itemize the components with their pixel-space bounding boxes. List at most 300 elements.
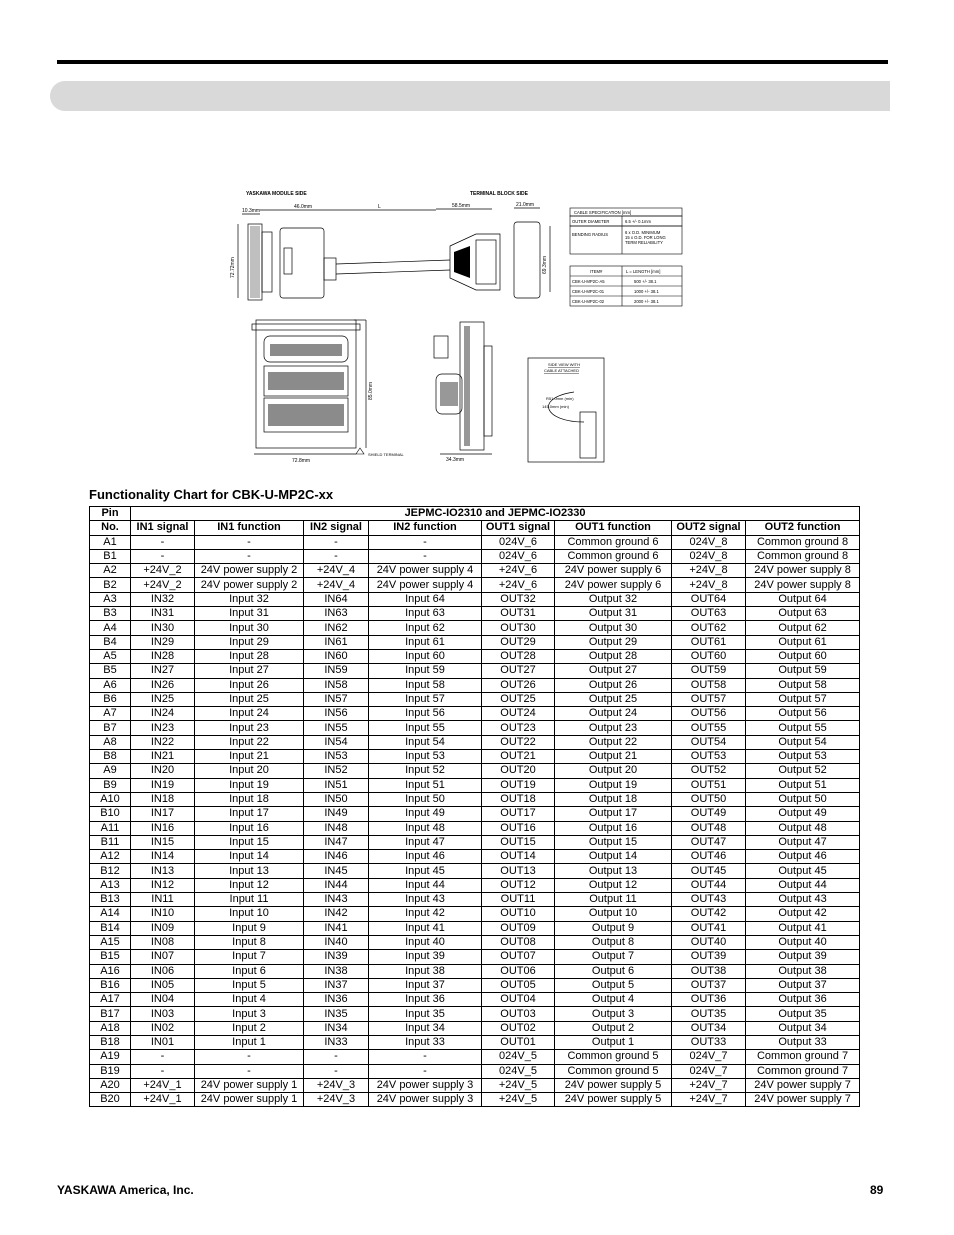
section-header-band: [50, 81, 890, 111]
signal-cell: +24V_4: [304, 578, 369, 592]
signal-cell: OUT58: [672, 678, 746, 692]
spec-table-header: CABLE SPECIFICATION [mm]: [574, 210, 632, 215]
signal-cell: Output 44: [746, 878, 860, 892]
dim-21: 21.0mm: [516, 202, 535, 208]
signal-cell: IN10: [131, 907, 195, 921]
signal-cell: Input 39: [369, 950, 482, 964]
signal-cell: OUT25: [482, 692, 555, 706]
signal-cell: OUT15: [482, 835, 555, 849]
pin-cell: A6: [90, 678, 131, 692]
functionality-table: [89, 506, 860, 1107]
signal-cell: +24V_3: [304, 1093, 369, 1107]
dim-145-label: 145.0mm (min): [542, 404, 569, 409]
signal-cell: Input 14: [195, 850, 304, 864]
signal-cell: OUT60: [672, 649, 746, 663]
signal-cell: +24V_5: [482, 1093, 555, 1107]
signal-cell: OUT61: [672, 635, 746, 649]
signal-cell: OUT07: [482, 950, 555, 964]
signal-cell: 024V_7: [672, 1050, 746, 1064]
pin-cell: B20: [90, 1093, 131, 1107]
signal-cell: Output 53: [746, 750, 860, 764]
signal-cell: -: [195, 1050, 304, 1064]
table-row: [90, 592, 860, 606]
signal-cell: IN11: [131, 893, 195, 907]
warning-triangle-icon: [356, 448, 364, 454]
signal-cell: IN56: [304, 707, 369, 721]
signal-cell: +24V_5: [482, 1078, 555, 1092]
signal-cell: Output 3: [555, 1007, 672, 1021]
table-row: [90, 921, 860, 935]
length-row-3-item: CBK-U-MP2C-02: [572, 299, 605, 304]
signal-cell: Input 61: [369, 635, 482, 649]
pin-cell: A1: [90, 535, 131, 549]
pin-cell: B19: [90, 1064, 131, 1078]
signal-cell: OUT47: [672, 835, 746, 849]
shield-terminal-label: SHIELD TERMINAL: [368, 452, 404, 457]
signal-cell: Input 46: [369, 850, 482, 864]
pin-cell: B3: [90, 607, 131, 621]
pin-cell: A2: [90, 564, 131, 578]
signal-cell: Output 11: [555, 893, 672, 907]
signal-cell: Output 24: [555, 707, 672, 721]
signal-cell: OUT41: [672, 921, 746, 935]
signal-cell: Output 42: [746, 907, 860, 921]
signal-cell: OUT18: [482, 792, 555, 806]
signal-cell: Output 40: [746, 935, 860, 949]
signal-cell: -: [304, 535, 369, 549]
signal-cell: Output 7: [555, 950, 672, 964]
table-row: [90, 1078, 860, 1092]
signal-cell: IN54: [304, 735, 369, 749]
signal-cell: OUT02: [482, 1021, 555, 1035]
table-row: [90, 835, 860, 849]
pin-no-header: No.: [90, 521, 131, 535]
table-row: [90, 878, 860, 892]
table-row: [90, 1007, 860, 1021]
signal-cell: IN32: [131, 592, 195, 606]
side-view-label: SIDE VIEW WITH: [548, 362, 580, 367]
pin-cell: B1: [90, 549, 131, 563]
signal-cell: Output 59: [746, 664, 860, 678]
signal-cell: Output 29: [555, 635, 672, 649]
signal-cell: Input 58: [369, 678, 482, 692]
signal-cell: Input 24: [195, 707, 304, 721]
spec-bending-radius-key: BENDING RADIUS: [572, 232, 609, 237]
signal-cell: -: [131, 535, 195, 549]
signal-cell: Input 17: [195, 807, 304, 821]
pin-cell: A8: [90, 735, 131, 749]
signal-cell: IN30: [131, 621, 195, 635]
signal-cell: Input 62: [369, 621, 482, 635]
signal-cell: Output 62: [746, 621, 860, 635]
signal-cell: 024V_8: [672, 549, 746, 563]
signal-cell: Input 27: [195, 664, 304, 678]
signal-cell: OUT23: [482, 721, 555, 735]
signal-cell: OUT14: [482, 850, 555, 864]
table-row: [90, 893, 860, 907]
signal-cell: Input 2: [195, 1021, 304, 1035]
length-row-2-item: CBK-U-MP2C-01: [572, 289, 605, 294]
signal-cell: OUT33: [672, 1035, 746, 1049]
column-header: IN1 function: [195, 521, 304, 535]
signal-cell: IN12: [131, 878, 195, 892]
table-row: [90, 578, 860, 592]
signal-cell: 024V_8: [672, 535, 746, 549]
signal-cell: Output 16: [555, 821, 672, 835]
signal-cell: Output 30: [555, 621, 672, 635]
signal-cell: Input 16: [195, 821, 304, 835]
signal-cell: Input 59: [369, 664, 482, 678]
dim-34-3: 34.3mm: [446, 457, 465, 463]
table-row: [90, 564, 860, 578]
dim-46: 46.0mm: [294, 204, 313, 210]
signal-cell: Input 42: [369, 907, 482, 921]
signal-cell: 24V power supply 4: [369, 578, 482, 592]
dim-58-5: 58.5mm: [452, 203, 471, 209]
table-row: [90, 750, 860, 764]
signal-cell: Input 32: [195, 592, 304, 606]
signal-cell: OUT09: [482, 921, 555, 935]
signal-cell: IN28: [131, 649, 195, 663]
signal-cell: Input 44: [369, 878, 482, 892]
group-header: JEPMC-IO2310 and JEPMC-IO2330: [131, 507, 860, 521]
signal-cell: -: [195, 1064, 304, 1078]
signal-cell: OUT32: [482, 592, 555, 606]
signal-cell: OUT20: [482, 764, 555, 778]
signal-cell: OUT28: [482, 649, 555, 663]
signal-cell: Output 27: [555, 664, 672, 678]
signal-cell: OUT55: [672, 721, 746, 735]
signal-cell: +24V_8: [672, 578, 746, 592]
signal-cell: Output 20: [555, 764, 672, 778]
signal-cell: 24V power supply 6: [555, 578, 672, 592]
length-row-1-length: 500 +/- 38.1: [634, 279, 657, 284]
signal-cell: OUT46: [672, 850, 746, 864]
signal-cell: Output 21: [555, 750, 672, 764]
signal-cell: Common ground 7: [746, 1050, 860, 1064]
signal-cell: Output 45: [746, 864, 860, 878]
signal-cell: OUT53: [672, 750, 746, 764]
signal-cell: Output 8: [555, 935, 672, 949]
signal-cell: Input 10: [195, 907, 304, 921]
signal-cell: Output 33: [746, 1035, 860, 1049]
length-row-1-item: CBK-U-MP2C-A5: [572, 279, 605, 284]
signal-cell: IN05: [131, 978, 195, 992]
column-header: IN1 signal: [131, 521, 195, 535]
signal-cell: Common ground 5: [555, 1064, 672, 1078]
signal-cell: IN31: [131, 607, 195, 621]
signal-cell: Output 5: [555, 978, 672, 992]
signal-cell: OUT45: [672, 864, 746, 878]
signal-cell: Input 51: [369, 778, 482, 792]
signal-cell: Output 22: [555, 735, 672, 749]
signal-cell: IN40: [304, 935, 369, 949]
signal-cell: OUT29: [482, 635, 555, 649]
signal-cell: OUT56: [672, 707, 746, 721]
pin-header: Pin: [90, 507, 131, 521]
signal-cell: Input 38: [369, 964, 482, 978]
footer-company: YASKAWA America, Inc.: [57, 1183, 194, 1197]
signal-cell: Output 15: [555, 835, 672, 849]
signal-cell: IN42: [304, 907, 369, 921]
signal-cell: Output 35: [746, 1007, 860, 1021]
signal-cell: Output 41: [746, 921, 860, 935]
signal-cell: Input 31: [195, 607, 304, 621]
signal-cell: OUT01: [482, 1035, 555, 1049]
signal-cell: Output 56: [746, 707, 860, 721]
pin-cell: B18: [90, 1035, 131, 1049]
pin-cell: B9: [90, 778, 131, 792]
signal-cell: Input 13: [195, 864, 304, 878]
pin-cell: A19: [90, 1050, 131, 1064]
table-row: [90, 721, 860, 735]
signal-cell: IN19: [131, 778, 195, 792]
signal-cell: IN47: [304, 835, 369, 849]
signal-cell: OUT50: [672, 792, 746, 806]
signal-cell: Output 61: [746, 635, 860, 649]
signal-cell: IN16: [131, 821, 195, 835]
signal-cell: IN25: [131, 692, 195, 706]
signal-cell: IN61: [304, 635, 369, 649]
signal-cell: Output 48: [746, 821, 860, 835]
signal-cell: Input 20: [195, 764, 304, 778]
signal-cell: Common ground 7: [746, 1064, 860, 1078]
signal-cell: OUT22: [482, 735, 555, 749]
signal-cell: OUT57: [672, 692, 746, 706]
signal-cell: IN09: [131, 921, 195, 935]
signal-cell: IN06: [131, 964, 195, 978]
signal-cell: 24V power supply 6: [555, 564, 672, 578]
signal-cell: OUT62: [672, 621, 746, 635]
signal-cell: -: [131, 549, 195, 563]
pin-cell: A20: [90, 1078, 131, 1092]
signal-cell: IN24: [131, 707, 195, 721]
signal-cell: IN62: [304, 621, 369, 635]
signal-cell: IN14: [131, 850, 195, 864]
signal-cell: Input 3: [195, 1007, 304, 1021]
signal-cell: OUT63: [672, 607, 746, 621]
signal-cell: Input 25: [195, 692, 304, 706]
pin-cell: B4: [90, 635, 131, 649]
functionality-chart-title: Functionality Chart for CBK-U-MP2C-xx: [89, 487, 334, 502]
signal-cell: OUT42: [672, 907, 746, 921]
signal-cell: +24V_3: [304, 1078, 369, 1092]
signal-cell: Output 4: [555, 993, 672, 1007]
signal-cell: Input 60: [369, 649, 482, 663]
signal-cell: IN60: [304, 649, 369, 663]
signal-cell: -: [304, 1064, 369, 1078]
length-table-header-item: ITEM#: [590, 269, 603, 274]
length-table-header-length: L = LENGTH [mm]: [626, 269, 661, 274]
signal-cell: IN50: [304, 792, 369, 806]
table-row: [90, 850, 860, 864]
signal-cell: Input 5: [195, 978, 304, 992]
signal-cell: OUT17: [482, 807, 555, 821]
table-row: [90, 635, 860, 649]
pin-cell: A17: [90, 993, 131, 1007]
signal-cell: Output 14: [555, 850, 672, 864]
signal-cell: IN33: [304, 1035, 369, 1049]
signal-cell: IN45: [304, 864, 369, 878]
length-row-3-length: 2000 +/- 38.1: [634, 299, 659, 304]
table-row: [90, 1021, 860, 1035]
signal-cell: OUT36: [672, 993, 746, 1007]
signal-cell: Input 30: [195, 621, 304, 635]
signal-cell: IN15: [131, 835, 195, 849]
column-header: IN2 signal: [304, 521, 369, 535]
signal-cell: +24V_4: [304, 564, 369, 578]
table-row: [90, 1093, 860, 1107]
signal-cell: +24V_6: [482, 564, 555, 578]
signal-cell: IN02: [131, 1021, 195, 1035]
signal-cell: Output 13: [555, 864, 672, 878]
signal-cell: Input 64: [369, 592, 482, 606]
signal-cell: Input 45: [369, 864, 482, 878]
signal-cell: IN51: [304, 778, 369, 792]
signal-cell: Output 50: [746, 792, 860, 806]
signal-cell: Output 6: [555, 964, 672, 978]
signal-cell: Input 29: [195, 635, 304, 649]
table-row: [90, 664, 860, 678]
signal-cell: -: [369, 1050, 482, 1064]
signal-cell: IN03: [131, 1007, 195, 1021]
signal-cell: OUT49: [672, 807, 746, 821]
signal-cell: OUT24: [482, 707, 555, 721]
signal-cell: OUT39: [672, 950, 746, 964]
pin-cell: B11: [90, 835, 131, 849]
dim-85: 85.0mm: [368, 381, 374, 400]
signal-cell: OUT26: [482, 678, 555, 692]
signal-cell: Common ground 5: [555, 1050, 672, 1064]
table-row: [90, 535, 860, 549]
signal-cell: 024V_7: [672, 1064, 746, 1078]
signal-cell: Input 47: [369, 835, 482, 849]
signal-cell: Input 34: [369, 1021, 482, 1035]
signal-cell: OUT19: [482, 778, 555, 792]
table-row: [90, 607, 860, 621]
pin-cell: B14: [90, 921, 131, 935]
signal-cell: Input 19: [195, 778, 304, 792]
signal-cell: -: [304, 1050, 369, 1064]
signal-cell: 24V power supply 2: [195, 578, 304, 592]
pin-cell: B7: [90, 721, 131, 735]
table-row: [90, 964, 860, 978]
table-row: [90, 821, 860, 835]
signal-cell: -: [131, 1050, 195, 1064]
signal-cell: +24V_6: [482, 578, 555, 592]
signal-cell: IN52: [304, 764, 369, 778]
signal-cell: OUT35: [672, 1007, 746, 1021]
signal-cell: IN04: [131, 993, 195, 1007]
signal-cell: OUT64: [672, 592, 746, 606]
signal-cell: IN07: [131, 950, 195, 964]
signal-cell: Output 51: [746, 778, 860, 792]
signal-cell: Output 9: [555, 921, 672, 935]
pin-cell: A12: [90, 850, 131, 864]
table-row: [90, 1035, 860, 1049]
signal-cell: IN63: [304, 607, 369, 621]
signal-cell: IN48: [304, 821, 369, 835]
signal-cell: 24V power supply 5: [555, 1078, 672, 1092]
table-row: [90, 649, 860, 663]
signal-cell: -: [195, 549, 304, 563]
page-number: 89: [870, 1183, 884, 1197]
signal-cell: 24V power supply 8: [746, 578, 860, 592]
length-row-2-length: 1000 +/- 38.1: [634, 289, 659, 294]
signal-cell: Common ground 6: [555, 535, 672, 549]
signal-cell: IN34: [304, 1021, 369, 1035]
signal-cell: OUT04: [482, 993, 555, 1007]
signal-cell: Output 43: [746, 893, 860, 907]
pin-cell: B13: [90, 893, 131, 907]
table-row: [90, 707, 860, 721]
table-row: [90, 692, 860, 706]
signal-cell: Input 4: [195, 993, 304, 1007]
signal-cell: IN17: [131, 807, 195, 821]
signal-cell: IN13: [131, 864, 195, 878]
pin-cell: A9: [90, 764, 131, 778]
signal-cell: Input 50: [369, 792, 482, 806]
signal-cell: Input 6: [195, 964, 304, 978]
signal-cell: IN58: [304, 678, 369, 692]
signal-cell: Output 26: [555, 678, 672, 692]
signal-cell: 24V power supply 3: [369, 1093, 482, 1107]
signal-cell: Output 37: [746, 978, 860, 992]
signal-cell: OUT43: [672, 893, 746, 907]
signal-cell: OUT12: [482, 878, 555, 892]
signal-cell: Input 55: [369, 721, 482, 735]
signal-cell: IN57: [304, 692, 369, 706]
signal-cell: Common ground 6: [555, 549, 672, 563]
signal-cell: IN08: [131, 935, 195, 949]
signal-cell: Input 8: [195, 935, 304, 949]
column-header: OUT2 function: [746, 521, 860, 535]
signal-cell: Input 63: [369, 607, 482, 621]
signal-cell: Input 37: [369, 978, 482, 992]
table-row: [90, 1064, 860, 1078]
signal-cell: IN44: [304, 878, 369, 892]
table-row: [90, 549, 860, 563]
spec-bending-radius-value: 6 x O.D. MINIMUM 15 x O.D. FOR LONG TERM RELIABILITY: [625, 230, 666, 245]
signal-cell: IN22: [131, 735, 195, 749]
signal-cell: OUT31: [482, 607, 555, 621]
signal-cell: 24V power supply 2: [195, 564, 304, 578]
pin-cell: B5: [90, 664, 131, 678]
dim-69-3: 69.3mm: [542, 255, 548, 274]
spec-outer-diameter-key: OUTER DIAMETER: [572, 219, 610, 224]
signal-cell: Output 38: [746, 964, 860, 978]
terminal-side-label: TERMINAL BLOCK SIDE: [470, 191, 528, 197]
signal-cell: IN36: [304, 993, 369, 1007]
signal-cell: IN53: [304, 750, 369, 764]
signal-cell: Output 10: [555, 907, 672, 921]
signal-cell: Input 22: [195, 735, 304, 749]
signal-cell: Input 28: [195, 649, 304, 663]
signal-cell: Input 18: [195, 792, 304, 806]
signal-cell: Input 36: [369, 993, 482, 1007]
signal-cell: OUT40: [672, 935, 746, 949]
signal-cell: IN35: [304, 1007, 369, 1021]
signal-cell: IN46: [304, 850, 369, 864]
signal-cell: IN37: [304, 978, 369, 992]
signal-cell: Common ground 8: [746, 549, 860, 563]
pin-cell: A14: [90, 907, 131, 921]
signal-cell: 24V power supply 4: [369, 564, 482, 578]
pin-cell: A16: [90, 964, 131, 978]
signal-cell: IN01: [131, 1035, 195, 1049]
signal-cell: Output 58: [746, 678, 860, 692]
table-row: [90, 621, 860, 635]
